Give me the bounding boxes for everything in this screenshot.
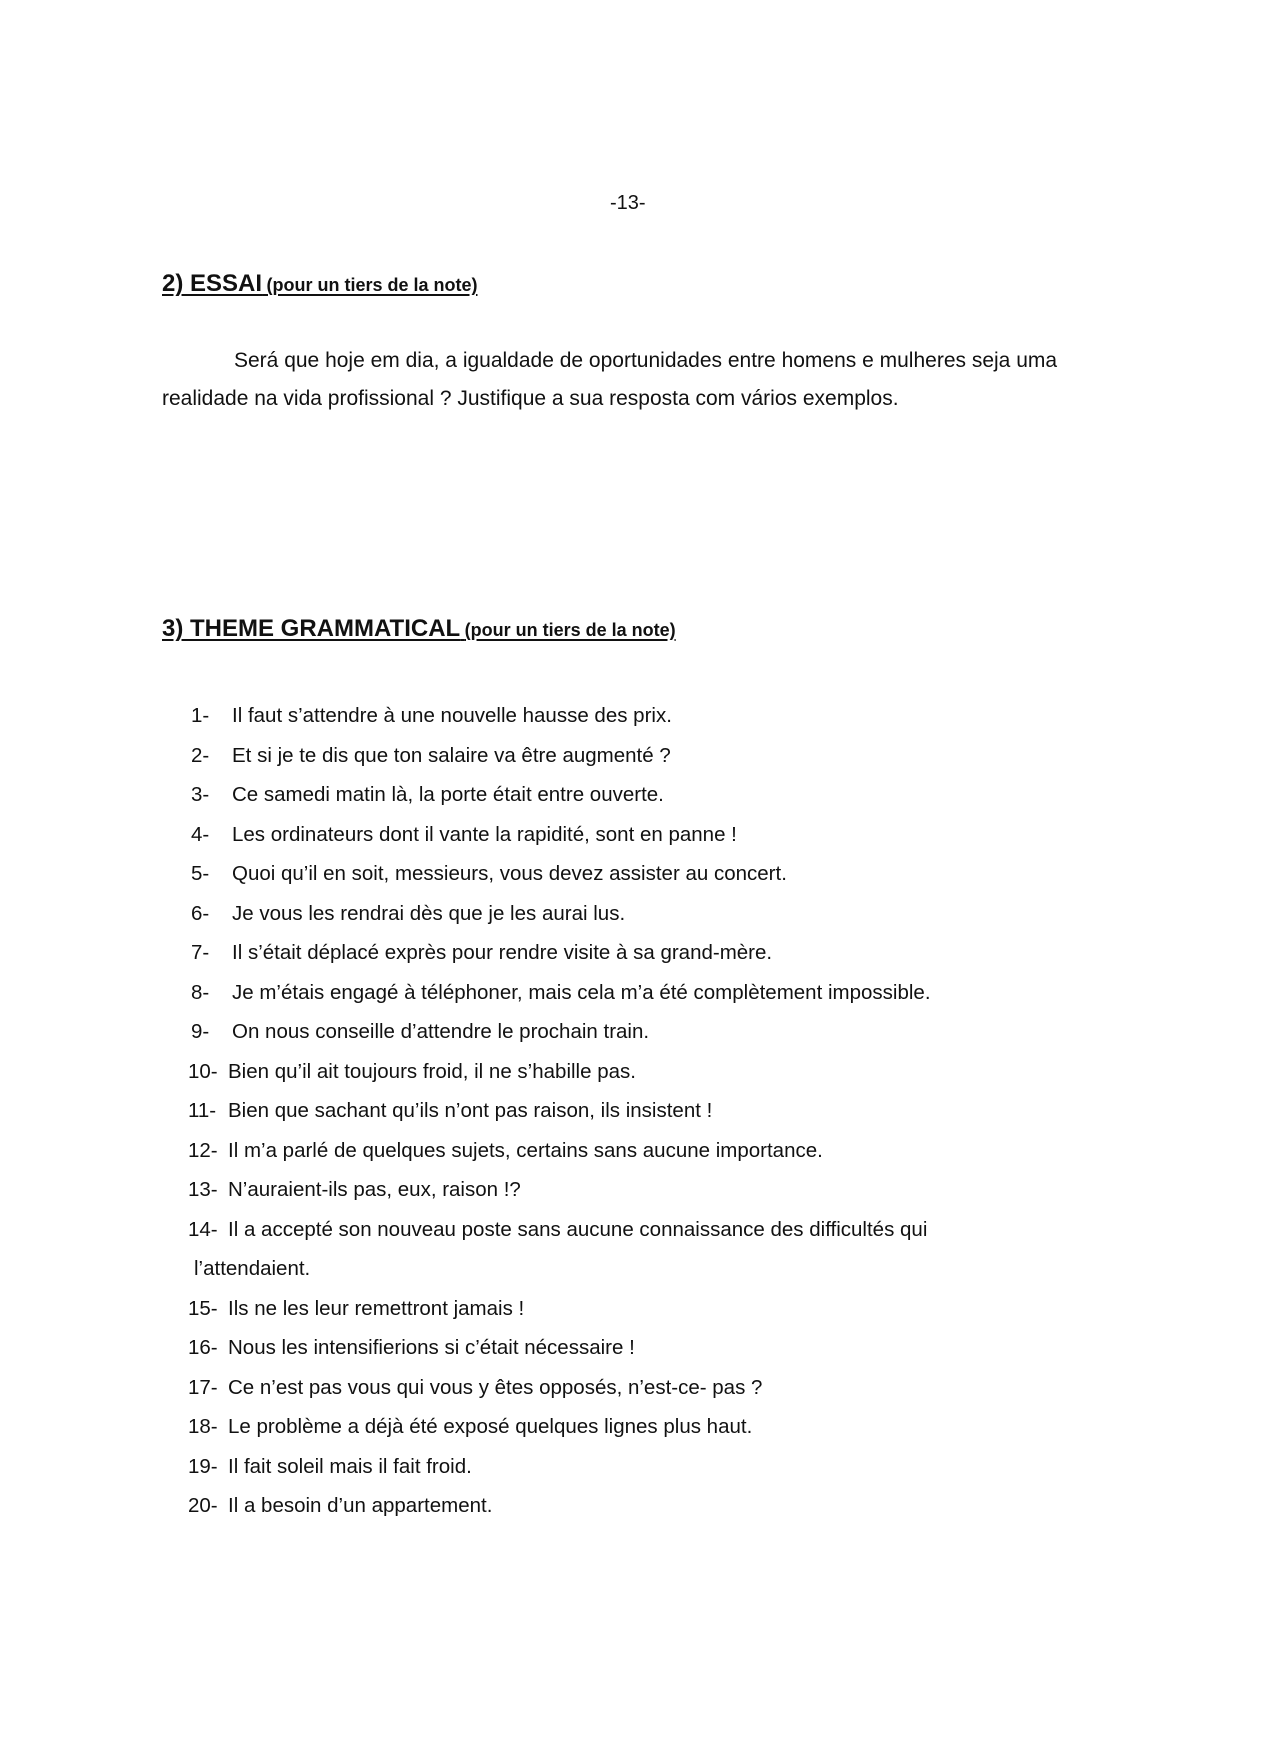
sentence-number: 3- [191, 783, 210, 806]
sentence-item [0, 854, 1272, 894]
sentence-text: On nous conseille d’attendre le prochain train. [232, 1020, 650, 1043]
sentence-text: Il a accepté son nouveau poste sans aucune connaissance des difficultés qui [228, 1217, 928, 1241]
sentence-list [0, 696, 1272, 1526]
essai-title: 2) ESSAI [162, 270, 263, 297]
sentence-item [0, 1447, 1272, 1487]
sentence-item [0, 1328, 1272, 1368]
sentence-text: Quoi qu’il en soit, messieurs, vous devez assister au concert. [232, 862, 787, 885]
page-number: -13- [610, 192, 646, 214]
theme-title: 3) THEME GRAMMATICAL [162, 615, 461, 642]
sentence-number: 8- [191, 980, 210, 1004]
sentence-number: 15- [188, 1296, 218, 1320]
sentence-item [0, 1091, 1272, 1131]
sentence-number: 1- [191, 704, 210, 727]
sentence-text: Ils ne les leur remettront jamais ! [228, 1296, 525, 1320]
sentence-text: Il fait soleil mais il fait froid. [228, 1454, 472, 1478]
sentence-item [0, 933, 1272, 973]
sentence-number: 5- [191, 862, 210, 885]
sentence-text: Les ordinateurs dont il vante la rapidité, sont en panne ! [232, 822, 737, 846]
sentence-text: Il a besoin d’un appartement. [228, 1494, 493, 1517]
sentence-text: Il s’était déplacé exprès pour rendre visite à sa grand-mère. [232, 941, 773, 964]
sentence-item [0, 775, 1272, 815]
sentence-text: Ce n’est pas vous qui vous y êtes opposés, n’est-ce- pas ? [228, 1375, 763, 1399]
sentence-text: Nous les intensifierions si c’était nécessaire ! [228, 1336, 635, 1359]
sentence-item [0, 1012, 1272, 1052]
sentence-number: 20- [188, 1494, 218, 1517]
sentence-text: Bien qu’il ait toujours froid, il ne s’habille pas. [228, 1059, 636, 1083]
sentence-item [0, 1289, 1272, 1329]
sentence-number: 7- [191, 941, 210, 964]
sentence-text: Ce samedi matin là, la porte était entre ouverte. [232, 783, 664, 806]
essai-note: (pour un tiers de la note) [266, 275, 478, 295]
theme-note: (pour un tiers de la note) [464, 620, 676, 640]
sentence-number: 2- [191, 743, 210, 767]
sentence-number: 18- [188, 1415, 218, 1438]
sentence-item [0, 1486, 1272, 1526]
sentence-number: 16- [188, 1336, 218, 1359]
sentence-text: Il m’a parlé de quelques sujets, certains sans aucune importance. [228, 1138, 823, 1162]
sentence-number: 11- [188, 1099, 217, 1122]
essay-prompt: Será que hoje em dia, a igualdade de oportunidades entre homens e mulheres seja uma realidade na vida profissional ? Justifique a sua resposta com vários exemplos. [162, 349, 1058, 410]
sentence-continuation: l’attendaient. [194, 1257, 311, 1280]
sentence-number: 4- [191, 822, 210, 846]
sentence-number: 17- [188, 1375, 218, 1399]
sentence-text: Le problème a déjà été exposé quelques lignes plus haut. [228, 1415, 753, 1438]
sentence-number: 10- [188, 1059, 218, 1083]
sentence-number: 6- [191, 901, 210, 925]
sentence-item [0, 1131, 1272, 1171]
sentence-item [0, 894, 1272, 934]
sentence-text: Il faut s’attendre à une nouvelle hausse des prix. [232, 704, 672, 727]
sentence-item [0, 1052, 1272, 1092]
sentence-item [0, 696, 1272, 736]
sentence-text: Je vous les rendrai dès que je les aurai lus. [232, 901, 626, 925]
sentence-number: 13- [188, 1178, 218, 1201]
sentence-item [0, 973, 1272, 1013]
sentence-number: 14- [188, 1217, 218, 1241]
sentence-item [0, 1368, 1272, 1408]
sentence-item [0, 815, 1272, 855]
essai-heading [162, 270, 478, 298]
sentence-text: Et si je te dis que ton salaire va être augmenté ? [232, 743, 671, 767]
sentence-item [0, 1170, 1272, 1210]
sentence-item [0, 1210, 1272, 1289]
sentence-number: 19- [188, 1454, 218, 1478]
sentence-number: 12- [188, 1138, 218, 1162]
sentence-text: N’auraient-ils pas, eux, raison !? [228, 1178, 521, 1201]
theme-heading [162, 615, 676, 643]
sentence-text: Bien que sachant qu’ils n’ont pas raison, ils insistent ! [228, 1099, 713, 1122]
sentence-item [0, 1407, 1272, 1447]
sentence-item [0, 736, 1272, 776]
sentence-number: 9- [191, 1020, 210, 1043]
sentence-text: Je m’étais engagé à téléphoner, mais cela m’a été complètement impossible. [232, 980, 931, 1004]
